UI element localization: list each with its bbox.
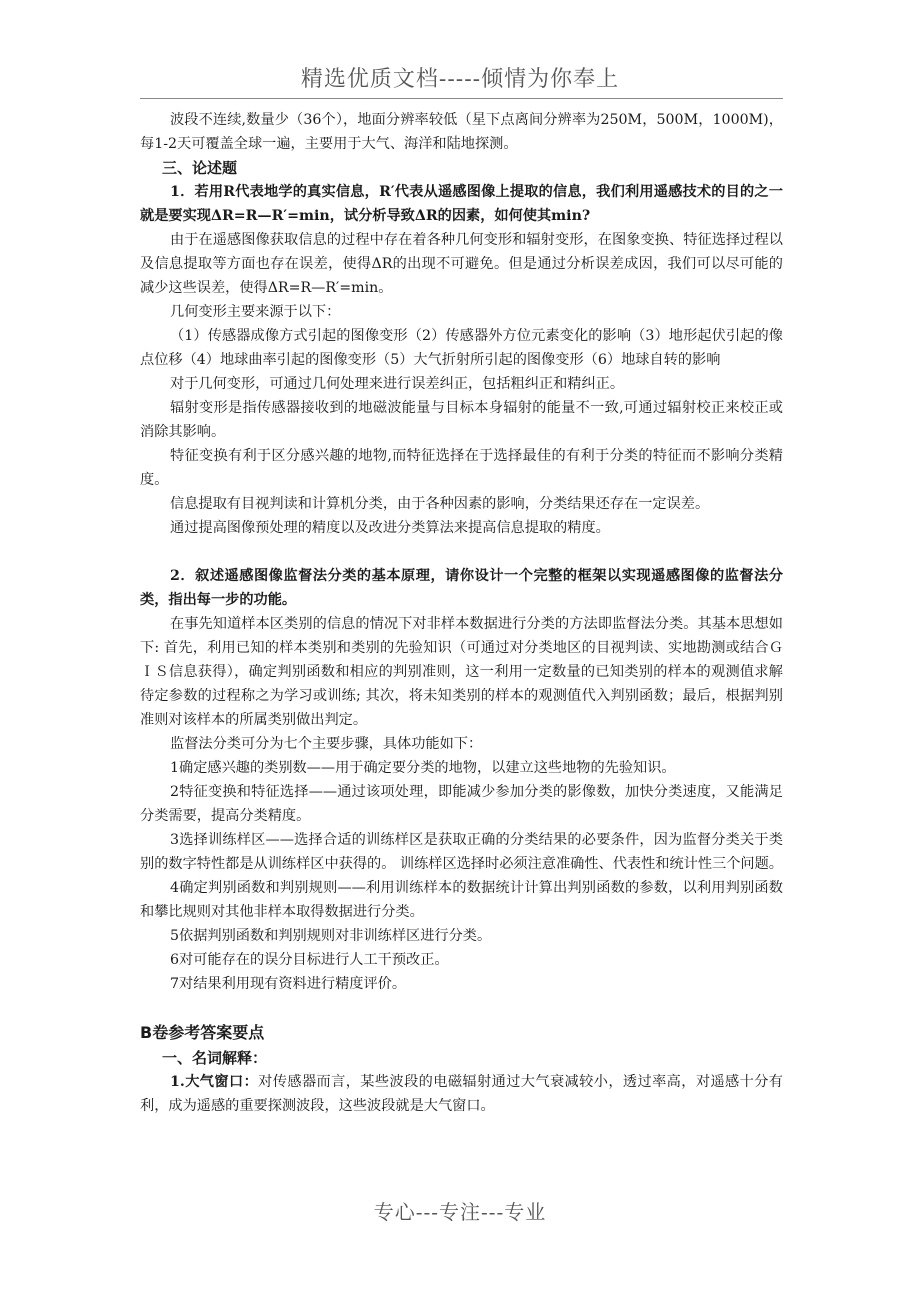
q1-paragraph-6: 特征变换有利于区分感兴趣的地物,而特征选择在于选择最佳的有利于分类的特征而不影响分类精度。 [140, 448, 783, 488]
q2-step-4: 4确定判别函数和判别规则——利用训练样本的数据统计计算出判别函数的参数，以利用判别函数和攀比规则对其他非样本取得数据进行分类。 [140, 880, 783, 920]
page-footer: 专心---专注---专业 [373, 1200, 547, 1224]
b-section-title: B卷参考答案要点 [140, 1023, 265, 1042]
question-1: 1．若用R代表地学的真实信息，R′代表从遥感图像上提取的信息，我们利用遥感技术的目的之一就是要实现ΔR=R—R′=min，试分析导致ΔR的因素，如何使其min? [140, 184, 783, 224]
q1-paragraph-8: 通过提高图像预处理的精度以及改进分类算法来提高信息提取的精度。 [170, 520, 610, 536]
q1-paragraph-2: 几何变形主要来源于以下： [170, 304, 341, 320]
q2-step-7: 7对结果利用现有资料进行精度评价。 [170, 976, 407, 992]
q2-step-6: 6对可能存在的误分目标进行人工干预改正。 [170, 952, 449, 968]
q2-step-5: 5依据判别函数和判别规则对非训练样区进行分类。 [170, 928, 492, 944]
q1-paragraph-1: 由于在遥感图像获取信息的过程中存在着各种几何变形和辐射变形，在图象变换、特征选择过程以及信息提取等方面也存在误差，使得ΔR的出现不可避免。但是通过分析误差成因，我们可以尽可能的减少这些误差，使得ΔR=R—R′=min。 [140, 232, 783, 296]
q1-paragraph-7: 信息提取有目视判读和计算机分类，由于各种因素的影响，分类结果还存在一定误差。 [170, 496, 710, 512]
document-body [140, 108, 783, 1118]
q2-step-1: 1确定感兴趣的类别数——用于确定要分类的地物，以建立这些地物的先验知识。 [170, 760, 676, 776]
question-2: 2．叙述遥感图像监督法分类的基本原理，请你设计一个完整的框架以实现遥感图像的监督法分类，指出每一步的功能。 [140, 568, 783, 608]
q2-paragraph-1: 在事先知道样本区类别的信息的情况下对非样本数据进行分类的方法即监督法分类。其基本思想如下: 首先，利用已知的样本类别和类别的先验知识（可通过对分类地区的目视判读、实地勘测或结合ＧＩＳ信息获得），确定判别函数和相应的判别准则，这一利用一定数量的已知类别的样本的观测值求解待定参数的过程称之为学习或训练; 其次，将未知类别的样本的观测值代入判别函数；最后，根据判别准则对该样本的所属类别做出判定。 [140, 616, 783, 728]
term-text: 对传感器而言，某些波段的电磁辐射通过大气衰减较小，透过率高，对遥感十分有利，成为遥感的重要探测波段，这些波段就是大气窗口。 [140, 1074, 783, 1114]
q1-paragraph-4: 对于几何变形，可通过几何处理来进行误差纠正，包括粗纠正和精纠正。 [170, 376, 625, 392]
q2-paragraph-2: 监督法分类可分为七个主要步骤，具体功能如下： [170, 736, 483, 752]
spacer [140, 996, 783, 1020]
term-label: 1.大气窗口： [170, 1074, 259, 1090]
q2-step-2: 2特征变换和特征选择——通过该项处理，即能减少参加分类的影像数，加快分类速度，又能满足分类需要，提高分类精度。 [140, 784, 783, 824]
header-divider [140, 98, 783, 99]
section-3-title: 三、论述题 [162, 159, 238, 177]
intro-paragraph: 波段不连续,数量少（36个），地面分辨率较低（星下点离间分辨率为250M，500M，1000M)，每1-2天可覆盖全球一遍，主要用于大气、海洋和陆地探测。 [140, 112, 783, 152]
q2-step-3: 3选择训练样区——选择合适的训练样区是获取正确的分类结果的必要条件，因为监督分类关于类别的数字特性都是从训练样区中获得的。 训练样区选择时必须注意准确性、代表性和统计性三个问题。 [140, 832, 783, 872]
spacer [140, 540, 783, 564]
page-header: 精选优质文档-----倾情为你奉上 [300, 67, 620, 92]
term-definition [140, 1070, 783, 1118]
q1-paragraph-5: 辐射变形是指传感器接收到的地磁波能量与目标本身辐射的能量不一致,可通过辐射校正来校正或消除其影响。 [140, 400, 783, 440]
b-subsection-title: 一、名词解释： [162, 1049, 268, 1067]
q1-paragraph-3: （1）传感器成像方式引起的图像变形（2）传感器外方位元素变化的影响（3）地形起伏引起的像点位移（4）地球曲率引起的图像变形（5）大气折射所引起的图像变形（6）地球自转的影响 [140, 328, 783, 368]
